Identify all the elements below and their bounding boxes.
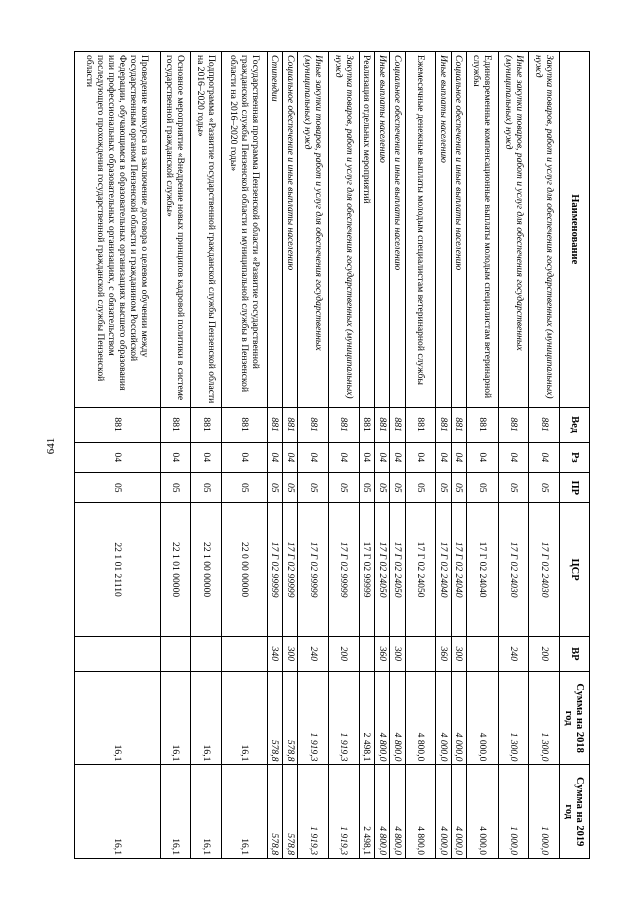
cell-rz: 04 [436, 442, 451, 472]
cell-rz: 04 [374, 442, 389, 472]
cell-csr: 17 Г 02 99999 [359, 503, 374, 636]
cell-name: Закупка товаров, работ и услуг для обеспечения государственных (муниципальных) нужд [329, 52, 360, 408]
cell-name: Стипендии [267, 52, 282, 408]
cell-csr: 17 Г 02 99999 [298, 503, 329, 636]
cell-ved: 881 [405, 407, 436, 442]
rotated-page-content [74, 51, 590, 859]
cell-ved: 881 [75, 407, 161, 442]
cell-sum-2018: 1 300,0 [498, 671, 529, 765]
cell-csr: 17 Г 02 99999 [267, 503, 282, 636]
cell-vr [405, 636, 436, 671]
cell-rz: 04 [466, 442, 498, 472]
cell-pr: 05 [451, 473, 466, 503]
table-row [436, 52, 451, 859]
table-row [390, 52, 405, 859]
header-sum-2018: Сумма на 2018 год [560, 671, 590, 765]
cell-pr: 05 [436, 473, 451, 503]
cell-rz: 04 [221, 442, 267, 472]
cell-csr: 17 Г 02 24040 [451, 503, 466, 636]
cell-ved: 881 [329, 407, 360, 442]
cell-sum-2019: 1 919,3 [329, 765, 360, 859]
cell-csr: 17 Г 02 24030 [498, 503, 529, 636]
cell-name: Проведение конкурса на заключение договора о целевом обучении между государственным органом Пензенской области и гражданином Российской Федерации, обучающимся в образовательных организациях высшего образования или профессиональных образовательных организациях, с обязательством последующего прохождения государственной гражданской службы Пензенской области [75, 52, 161, 408]
cell-ved: 881 [298, 407, 329, 442]
cell-csr: 22 0 00 00000 [221, 503, 267, 636]
header-pr: ПР [560, 473, 590, 503]
cell-csr: 22 1 01 21110 [75, 503, 161, 636]
cell-pr: 05 [221, 473, 267, 503]
cell-ved: 881 [390, 407, 405, 442]
cell-rz: 04 [329, 442, 360, 472]
cell-pr: 05 [374, 473, 389, 503]
cell-csr: 17 Г 02 24040 [466, 503, 498, 636]
cell-vr: 300 [390, 636, 405, 671]
cell-sum-2019: 16,1 [75, 765, 161, 859]
cell-vr [221, 636, 267, 671]
cell-sum-2018: 578,8 [267, 671, 282, 765]
cell-vr: 360 [436, 636, 451, 671]
cell-rz: 04 [529, 442, 560, 472]
cell-sum-2018: 4 000,0 [451, 671, 466, 765]
cell-name: Реализация отдельных мероприятий [359, 52, 374, 408]
table-row [405, 52, 436, 859]
table-row [221, 52, 267, 859]
cell-vr: 360 [374, 636, 389, 671]
cell-sum-2019: 1 000,0 [498, 765, 529, 859]
cell-csr: 22 1 01 00000 [160, 503, 191, 636]
cell-sum-2019: 4 000,0 [436, 765, 451, 859]
cell-sum-2018: 4 800,0 [405, 671, 436, 765]
cell-name: Иные закупки товаров, работ и услуг для обеспечения государственных (муниципальных) нужд [298, 52, 329, 408]
cell-sum-2019: 16,1 [160, 765, 191, 859]
cell-rz: 04 [267, 442, 282, 472]
cell-csr: 17 Г 02 99999 [283, 503, 298, 636]
cell-vr [191, 636, 222, 671]
cell-rz: 04 [283, 442, 298, 472]
header-ved: Вед [560, 407, 590, 442]
cell-ved: 881 [374, 407, 389, 442]
cell-csr: 17 Г 02 24030 [529, 503, 560, 636]
table-row [359, 52, 374, 859]
cell-pr: 05 [160, 473, 191, 503]
cell-ved: 881 [160, 407, 191, 442]
cell-pr: 05 [75, 473, 161, 503]
table-row [329, 52, 360, 859]
cell-sum-2018: 578,8 [283, 671, 298, 765]
cell-sum-2018: 4 000,0 [436, 671, 451, 765]
cell-rz: 04 [160, 442, 191, 472]
cell-pr: 05 [529, 473, 560, 503]
cell-rz: 04 [498, 442, 529, 472]
cell-ved: 881 [283, 407, 298, 442]
cell-sum-2018: 4 800,0 [390, 671, 405, 765]
cell-sum-2019: 2 498,1 [359, 765, 374, 859]
cell-rz: 04 [451, 442, 466, 472]
cell-sum-2018: 1 300,0 [529, 671, 560, 765]
cell-rz: 04 [75, 442, 161, 472]
cell-ved: 881 [529, 407, 560, 442]
cell-sum-2018: 4 800,0 [374, 671, 389, 765]
cell-pr: 05 [329, 473, 360, 503]
cell-csr: 22 1 00 00000 [191, 503, 222, 636]
cell-rz: 04 [191, 442, 222, 472]
table-row [160, 52, 191, 859]
page-number: 641 [45, 437, 57, 455]
budget-table [74, 51, 590, 859]
table-body [75, 52, 560, 859]
cell-ved: 881 [221, 407, 267, 442]
cell-sum-2019: 4 800,0 [390, 765, 405, 859]
cell-pr: 05 [191, 473, 222, 503]
cell-rz: 04 [405, 442, 436, 472]
cell-pr: 05 [298, 473, 329, 503]
cell-vr: 200 [529, 636, 560, 671]
cell-csr: 17 Г 02 24050 [390, 503, 405, 636]
cell-csr: 17 Г 02 24040 [436, 503, 451, 636]
cell-pr: 05 [466, 473, 498, 503]
cell-ved: 881 [498, 407, 529, 442]
cell-sum-2018: 16,1 [75, 671, 161, 765]
table-row [466, 52, 498, 859]
cell-sum-2018: 1 919,3 [298, 671, 329, 765]
table-row [529, 52, 560, 859]
cell-ved: 881 [466, 407, 498, 442]
cell-rz: 04 [359, 442, 374, 472]
cell-name: Социальное обеспечение и иные выплаты населению [390, 52, 405, 408]
table-header-row [560, 52, 590, 859]
table-row [451, 52, 466, 859]
cell-sum-2019: 1 000,0 [529, 765, 560, 859]
cell-vr [359, 636, 374, 671]
cell-sum-2019: 578,8 [283, 765, 298, 859]
header-csr: ЦСР [560, 503, 590, 636]
cell-rz: 04 [390, 442, 405, 472]
cell-sum-2018: 16,1 [160, 671, 191, 765]
cell-name: Ежемесячные денежные выплаты молодым специалистам ветеринарной службы [405, 52, 436, 408]
cell-ved: 881 [436, 407, 451, 442]
cell-name: Государственная программа Пензенской области «Развитие государственной гражданской службы Пензенской области и муниципальной службы в Пензенской области на 2016–2020 годы» [221, 52, 267, 408]
cell-vr: 200 [329, 636, 360, 671]
cell-vr: 340 [267, 636, 282, 671]
cell-csr: 17 Г 02 24050 [405, 503, 436, 636]
cell-vr: 300 [283, 636, 298, 671]
cell-name: Закупка товаров, работ и услуг для обеспечения государственных (муниципальных) нужд [529, 52, 560, 408]
cell-name: Единовременные компенсационные выплаты молодым специалистам ветеринарной службы [466, 52, 498, 408]
cell-ved: 881 [359, 407, 374, 442]
table-row [298, 52, 329, 859]
header-vr: ВР [560, 636, 590, 671]
cell-sum-2019: 4 000,0 [466, 765, 498, 859]
cell-pr: 05 [267, 473, 282, 503]
table-row [283, 52, 298, 859]
header-rz: Рз [560, 442, 590, 472]
cell-sum-2019: 16,1 [191, 765, 222, 859]
cell-sum-2019: 4 800,0 [374, 765, 389, 859]
cell-sum-2019: 16,1 [221, 765, 267, 859]
cell-name: Социальное обеспечение и иные выплаты населению [283, 52, 298, 408]
cell-sum-2018: 4 000,0 [466, 671, 498, 765]
cell-ved: 881 [451, 407, 466, 442]
cell-name: Подпрограмма «Развитие государственной гражданской службы Пензенской области на 2016–2020 годы» [191, 52, 222, 408]
cell-sum-2018: 16,1 [191, 671, 222, 765]
cell-csr: 17 Г 02 24050 [374, 503, 389, 636]
table-row [191, 52, 222, 859]
cell-pr: 05 [283, 473, 298, 503]
cell-sum-2019: 578,8 [267, 765, 282, 859]
cell-vr [466, 636, 498, 671]
cell-sum-2019: 4 000,0 [451, 765, 466, 859]
cell-sum-2018: 16,1 [221, 671, 267, 765]
cell-sum-2019: 1 919,3 [298, 765, 329, 859]
cell-name: Основное мероприятие «Внедрение новых принципов кадровой политики в системе государственной гражданской службы» [160, 52, 191, 408]
cell-name: Социальное обеспечение и иные выплаты населению [451, 52, 466, 408]
table-row [267, 52, 282, 859]
cell-ved: 881 [191, 407, 222, 442]
cell-name: Иные закупки товаров, работ и услуг для обеспечения государственных (муниципальных) нужд [498, 52, 529, 408]
cell-csr: 17 Г 02 99999 [329, 503, 360, 636]
cell-sum-2018: 1 919,3 [329, 671, 360, 765]
cell-name: Иные выплаты населению [374, 52, 389, 408]
table-row [75, 52, 161, 859]
header-name: Наименование [560, 52, 590, 408]
cell-pr: 05 [359, 473, 374, 503]
cell-vr: 300 [451, 636, 466, 671]
cell-name: Иные выплаты населению [436, 52, 451, 408]
cell-vr: 240 [298, 636, 329, 671]
table-row [374, 52, 389, 859]
cell-pr: 05 [498, 473, 529, 503]
cell-sum-2019: 4 800,0 [405, 765, 436, 859]
cell-rz: 04 [298, 442, 329, 472]
cell-vr [75, 636, 161, 671]
cell-pr: 05 [405, 473, 436, 503]
cell-ved: 881 [267, 407, 282, 442]
table-row [498, 52, 529, 859]
cell-pr: 05 [390, 473, 405, 503]
cell-vr: 240 [498, 636, 529, 671]
cell-vr [160, 636, 191, 671]
header-sum-2019: Сумма на 2019 год [560, 765, 590, 859]
cell-sum-2018: 2 498,1 [359, 671, 374, 765]
